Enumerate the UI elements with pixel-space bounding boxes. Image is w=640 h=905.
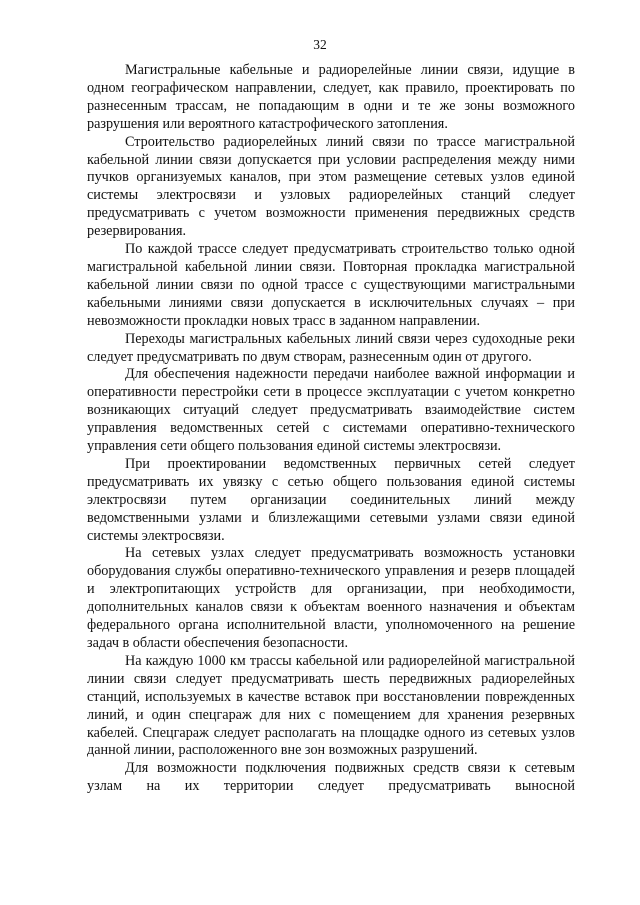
body-text bbox=[87, 62, 575, 796]
paragraph: При проектировании ведомственных первичных сетей следует предусматривать их увязку с сетью общего пользования единой системы электросвязи путем организации соединительных линий между ведомственными узлами и близлежащими сетевыми узлами связи единой системы электросвязи. bbox=[87, 455, 575, 544]
paragraph: На сетевых узлах следует предусматривать возможность установки оборудования службы оперативно-технического управления и резерв площадей и электропитающих устройств для организации, при необходимости, дополнительных каналов связи к объектам военного назначения и объектам федерального органа исполнительной власти, уполномоченного на решение задач в области обеспечения безопасности. bbox=[87, 545, 575, 651]
paragraph: Строительство радиорелейных линий связи по трассе магистральной кабельной линии связи допускается при условии распределения между ними пучков организуемых каналов, при этом размещение сетевых узлов единой системы электросвязи и узловых радиорелейных станций следует предусматривать с учетом возможности применения передвижных средств резервирования. bbox=[87, 133, 575, 240]
paragraph: На каждую 1000 км трассы кабельной или радиорелейной магистральной линии связи следует предусматривать шесть передвижных радиорелейных станций, используемых в качестве вставок при восстановлении поврежденных линий, и один спецгараж для них с помещением для хранения резервных кабелей. Спецгараж следует располагать на площадке одного из сетевых узлов данной линии, расположенного вне зон возможных разрушений. bbox=[87, 652, 575, 759]
paragraph-continued: Для возможности подключения подвижных средств связи к сетевым узлам на их территории следует предусматривать выносной bbox=[87, 760, 575, 795]
paragraph: Для обеспечения надежности передачи наиболее важной информации и оперативности перестройки сети в процессе эксплуатации с учетом конкретно возникающих ситуаций следует предусматривать взаимодействие систем управления ведомственных сетей с системами оперативно-технического управления сети общего пользования единой системы электросвязи. bbox=[87, 366, 575, 455]
paragraph: Переходы магистральных кабельных линий связи через судоходные реки следует предусматривать по двум створам, разнесенным один от другого. bbox=[87, 330, 575, 365]
paragraph: Магистральные кабельные и радиорелейные линии связи, идущие в одном географическом направлении, следует, как правило, проектировать по разнесенным трассам, не попадающим в одни и те же зоны возможного разрушения или вероятного катастрофического затопления. bbox=[87, 62, 575, 132]
page-number: 32 bbox=[313, 37, 327, 52]
paragraph: По каждой трассе следует предусматривать строительство только одной магистральной кабельной линии связи. Повторная прокладка магистральной кабельной линии связи по одной трассе с существующими магистральными кабельными линиями связи допускается в исключительных случаях – при невозможности прокладки новых трасс в заданном направлении. bbox=[87, 241, 575, 329]
